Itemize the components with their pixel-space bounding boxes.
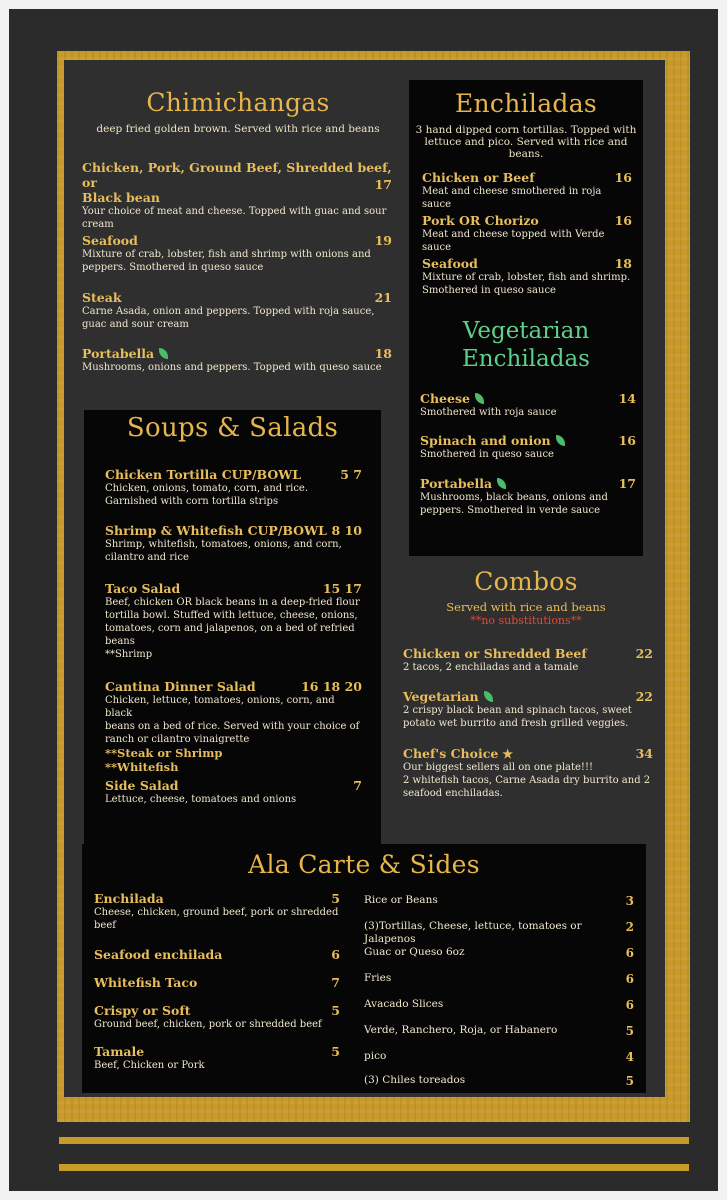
combos-title: Combos [474, 567, 578, 596]
side-item: Guac or Queso 6oz 6 [364, 946, 634, 960]
vegetarian-title: Vegetarian Enchiladas [462, 318, 590, 372]
menu-item: Chicken or Shredded Beef 22 2 tacos, 2 enchiladas and a tamale [403, 646, 653, 673]
enchiladas-panel: Enchiladas 3 hand dipped corn tortillas. Topped with lettuce and pico. Served with rice and beans. Chicken or Beef 16 Meat and cheese smothered in roja sauce Pork OR Chorizo 16 Meat and cheese topped with Verde sauce Seafood 18 Mixture of crab, lobster, fish and shrimp. Smothered in queso sauce Vegetarian Enchiladas Cheese 14 Smothered with roja sauce Spinach and onion 16 Smothered in queso sauce Portabella 17 Mushrooms, black beans, onions and peppers. Smothered in verde sauce [409, 80, 643, 556]
menu-item: Whitefish Taco 7 [94, 975, 340, 990]
combos-subtitle: Served with rice and beans [446, 600, 606, 614]
soups-salads-title: Soups & Salads [126, 413, 339, 443]
leaf-icon [497, 478, 506, 489]
menu-item: Shrimp & Whitefish CUP/BOWL 8 10 Shrimp, whitefish, tomatoes, onions, and corn, cilantro and rice [105, 523, 362, 563]
menu-item: Seafood 19 Mixture of crab, lobster, fish and shrimp with onions and peppers. Smothered in queso sauce [82, 233, 392, 273]
menu-item: Portabella 18 Mushrooms, onions and peppers. Topped with queso sauce [82, 346, 392, 373]
menu-item: Enchilada 5 Cheese, chicken, ground beef, pork or shredded beef [94, 891, 340, 931]
menu-item: Seafood 18 Mixture of crab, lobster, fish and shrimp. Smothered in queso sauce [422, 256, 632, 296]
menu-item: Crispy or Soft 5 Ground beef, chicken, pork or shredded beef [94, 1003, 340, 1030]
soups-salads-panel [84, 410, 381, 844]
gold-stripe-top [59, 1137, 689, 1144]
menu-item: Chef's Choice ★ 34 Our biggest sellers all on one plate!!! 2 whitefish tacos, Carne Asada dry burrito and 2 seafood enchiladas. [403, 746, 653, 799]
ala-carte-panel [82, 844, 646, 1093]
enchiladas-title: Enchiladas [454, 89, 598, 118]
menu-item: Chicken or Beef 16 Meat and cheese smothered in roja sauce [422, 170, 632, 210]
menu-item: Portabella 17 Mushrooms, black beans, onions and peppers. Smothered in verde sauce [420, 476, 636, 516]
side-item: pico 4 [364, 1050, 634, 1064]
chimichangas-title: Chimichangas [146, 88, 330, 117]
star-icon: ★ [502, 747, 514, 761]
menu-item: Steak 21 Carne Asada, onion and peppers. Topped with roja sauce, guac and sour cream [82, 290, 392, 330]
menu-item: Chicken Tortilla CUP/BOWL 5 7 Chicken, onions, tomato, corn, and rice. Garnished with corn tortilla strips [105, 467, 362, 507]
chimichangas-section [64, 88, 412, 135]
menu-item: Seafood enchilada 6 [94, 947, 340, 962]
side-item: Verde, Ranchero, Roja, or Habanero 5 [364, 1024, 634, 1038]
side-item: (3)Tortillas, Cheese, lettuce, tomatoes or Jalapenos 2 [364, 920, 634, 945]
menu-item: Vegetarian 22 2 crispy black bean and spinach tacos, sweet potato wet burrito and fresh grilled veggies. [403, 689, 653, 729]
side-item: Avacado Slices 6 [364, 998, 634, 1012]
side-item: Rice or Beans 3 [364, 894, 634, 908]
combos-note: **no substitutions** [470, 614, 582, 627]
gold-stripe-bottom [59, 1164, 689, 1171]
leaf-icon [484, 691, 493, 702]
menu-item: Cantina Dinner Salad 16 18 20 Chicken, lettuce, tomatoes, onions, corn, and black beans on a bed of rice. Served with your choice of ranch or cilantro vinaigrette **Steak or Shrimp **Whitefish [105, 679, 362, 774]
side-item: (3) Chiles toreados 5 [364, 1074, 634, 1088]
menu-item: Chicken, Pork, Ground Beef, Shredded beef, or Black bean 17 Your choice of meat and cheese. Topped with guac and sour cream [82, 160, 392, 230]
ala-carte-title: Ala Carte & Sides [248, 850, 480, 879]
leaf-icon [475, 393, 484, 404]
menu-item: Tamale 5 Beef, Chicken or Pork [94, 1044, 340, 1071]
combos-section [409, 567, 643, 627]
menu-panel [64, 60, 665, 1097]
menu-item: Side Salad 7 Lettuce, cheese, tomatoes and onions [105, 778, 362, 805]
chimichangas-subtitle: deep fried golden brown. Served with rice and beans [96, 123, 380, 135]
menu-item: Cheese 14 Smothered with roja sauce [420, 391, 636, 418]
leaf-icon [556, 435, 565, 446]
menu-item: Taco Salad 15 17 Beef, chicken OR black beans in a deep-fried flour tortilla bowl. Stuffed with lettuce, cheese, onions, tomatoes, corn and jalapenos, on a bed of refried beans **Shrimp [105, 581, 362, 660]
menu-item: Spinach and onion 16 Smothered in queso sauce [420, 433, 636, 460]
leaf-icon [159, 348, 168, 359]
menu-item: Pork OR Chorizo 16 Meat and cheese topped with Verde sauce [422, 213, 632, 253]
side-item: Fries 6 [364, 972, 634, 986]
